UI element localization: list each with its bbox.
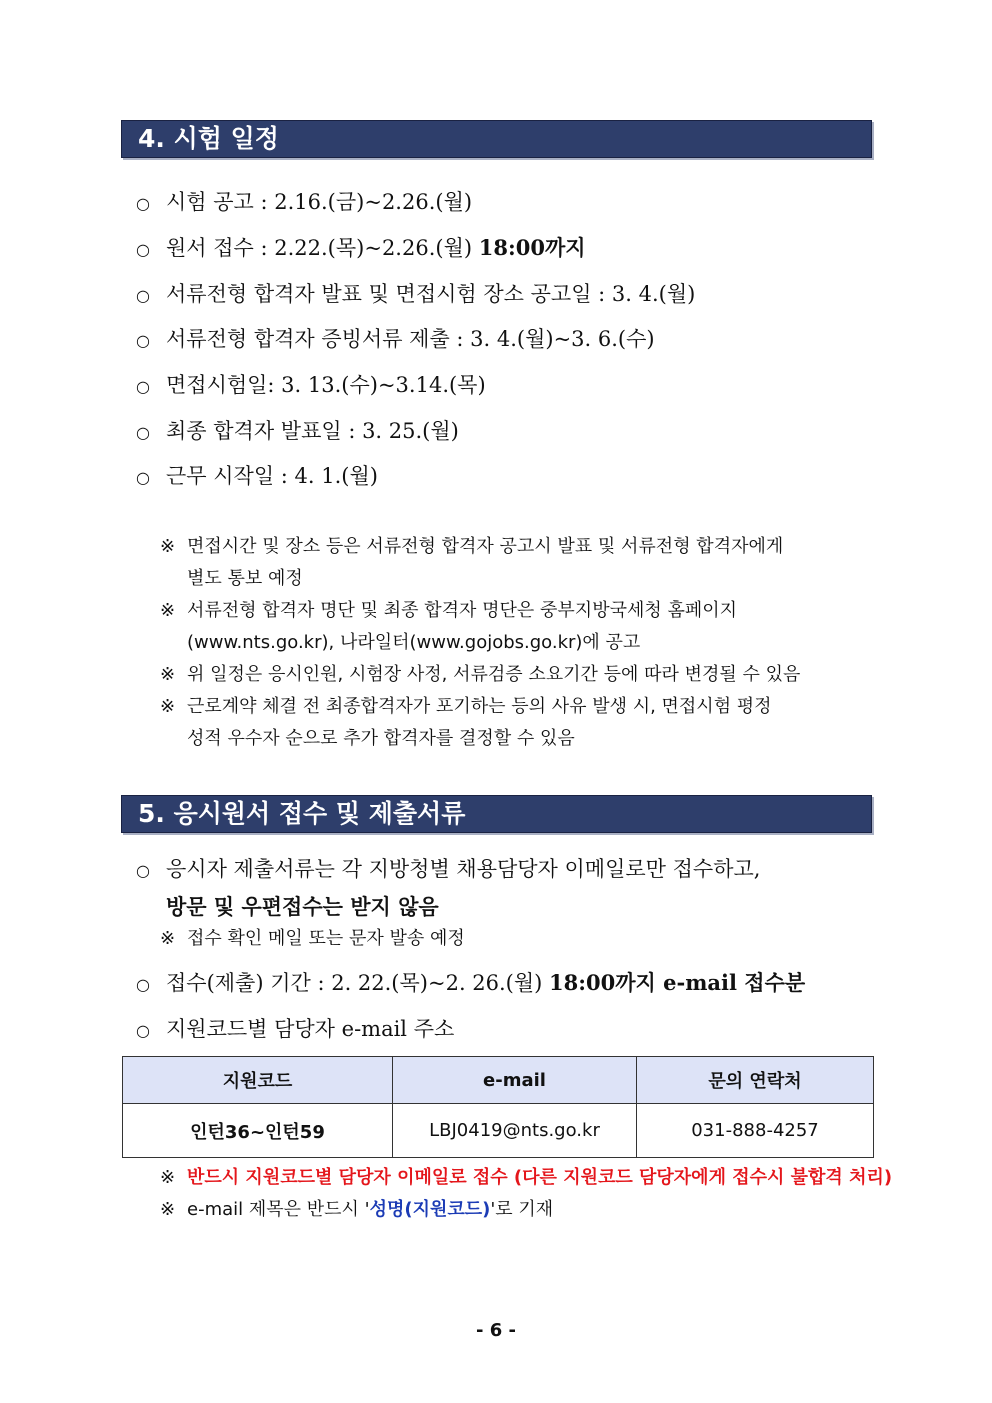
table-row <box>123 1104 874 1158</box>
note-line <box>160 1162 893 1194</box>
period-item <box>136 969 872 999</box>
reference-mark-icon: ※ <box>160 696 176 717</box>
submission-emphasis: 방문 및 우편접수는 받지 않음 <box>166 894 439 919</box>
note-text: 위 일정은 응시인원, 시험장 사정, 서류검증 소요기간 등에 따라 변경될 수 있음 <box>187 664 801 685</box>
schedule-text: 최종 합격자 발표일 : 3. 25.(월) <box>166 419 459 443</box>
page-number: - 6 - <box>476 1320 516 1341</box>
email-item <box>136 1015 872 1045</box>
note-text: 별도 통보 예정 <box>187 568 303 589</box>
bullet-icon: ○ <box>136 423 150 442</box>
subject-format: 성명(지원코드) <box>369 1199 491 1220</box>
submission-note <box>160 923 872 955</box>
submission-text: 응시자 제출서류는 각 지방청별 채용담당자 이메일로만 접수하고, <box>166 857 761 881</box>
table-header: e-mail <box>393 1057 637 1104</box>
note-text: 성적 우수자 순으로 추가 합격자를 결정할 수 있음 <box>187 728 575 749</box>
schedule-item <box>136 280 872 310</box>
schedule-text: 서류전형 합격자 발표 및 면접시험 장소 공고일 : 3. 4.(월) <box>166 282 696 306</box>
email-notes <box>160 1162 893 1226</box>
table-header: 문의 연락처 <box>637 1057 874 1104</box>
note-line <box>160 595 872 627</box>
schedule-item <box>136 188 872 218</box>
table-header-row <box>123 1057 874 1104</box>
reference-mark-icon: ※ <box>160 1199 176 1220</box>
note-text: e-mail 제목은 반드시 ' <box>187 1199 370 1220</box>
note-line <box>160 1194 872 1226</box>
reference-mark-icon: ※ <box>160 928 176 949</box>
note-line <box>160 691 872 723</box>
note-text: (www.nts.go.kr), 나라일터(www.gojobs.go.kr)에 공고 <box>187 632 641 653</box>
schedule-notes <box>160 531 872 755</box>
bullet-icon: ○ <box>136 975 150 994</box>
reference-mark-icon: ※ <box>160 600 176 621</box>
schedule-text: 면접시험일: 3. 13.(수)~3.14.(목) <box>166 373 486 397</box>
note-text: 접수 확인 메일 또는 문자 발송 예정 <box>187 928 465 949</box>
note-line <box>160 531 872 563</box>
schedule-text: 서류전형 합격자 증빙서류 제출 : 3. 4.(월)~3. 6.(수) <box>166 327 655 351</box>
bullet-icon: ○ <box>136 286 150 305</box>
table-cell: 인턴36~인턴59 <box>123 1104 393 1158</box>
note-text: 면접시간 및 장소 등은 서류전형 합격자 공고시 발표 및 서류전형 합격자에게 <box>187 536 784 557</box>
section-4-heading: 4. 시험 일정 <box>121 120 872 158</box>
period-emphasis: 18:00까지 e-mail 접수분 <box>549 970 806 995</box>
warning-text: 반드시 지원코드별 담당자 이메일로 접수 (다른 지원코드 담당자에게 접수시 불합격 처리) <box>187 1167 893 1188</box>
table-cell: LBJ0419@nts.go.kr <box>393 1104 637 1158</box>
reference-mark-icon: ※ <box>160 1167 176 1188</box>
schedule-text: 시험 공고 : 2.16.(금)~2.26.(월) <box>166 190 473 214</box>
table-cell: 031-888-4257 <box>637 1104 874 1158</box>
section-5-heading: 5. 응시원서 접수 및 제출서류 <box>121 795 872 833</box>
table-header: 지원코드 <box>123 1057 393 1104</box>
note-text: 근로계약 체결 전 최종합격자가 포기하는 등의 사유 발생 시, 면접시험 평정 <box>187 696 772 717</box>
contact-table <box>122 1056 874 1158</box>
bullet-icon: ○ <box>136 1021 150 1040</box>
schedule-text: 원서 접수 : 2.22.(목)~2.26.(월) <box>166 236 473 260</box>
schedule-item <box>136 325 872 355</box>
period-text: 접수(제출) 기간 : 2. 22.(목)~2. 26.(월) <box>166 971 543 995</box>
bullet-icon: ○ <box>136 240 150 259</box>
bullet-icon: ○ <box>136 194 150 213</box>
reference-mark-icon: ※ <box>160 664 176 685</box>
reference-mark-icon: ※ <box>160 536 176 557</box>
schedule-item <box>136 371 872 401</box>
email-item-text: 지원코드별 담당자 e-mail 주소 <box>166 1017 455 1041</box>
note-line <box>160 659 872 691</box>
schedule-text: 근무 시작일 : 4. 1.(월) <box>166 464 378 488</box>
schedule-item <box>136 234 872 264</box>
schedule-item <box>136 417 872 447</box>
schedule-emphasis: 18:00까지 <box>478 235 586 260</box>
bullet-icon: ○ <box>136 468 150 487</box>
submission-item <box>136 855 872 885</box>
note-text: '로 기재 <box>490 1199 554 1220</box>
note-text: 서류전형 합격자 명단 및 최종 합격자 명단은 중부지방국세청 홈페이지 <box>187 600 738 621</box>
bullet-icon: ○ <box>136 377 150 396</box>
schedule-item <box>136 462 872 492</box>
bullet-icon: ○ <box>136 861 150 880</box>
bullet-icon: ○ <box>136 331 150 350</box>
